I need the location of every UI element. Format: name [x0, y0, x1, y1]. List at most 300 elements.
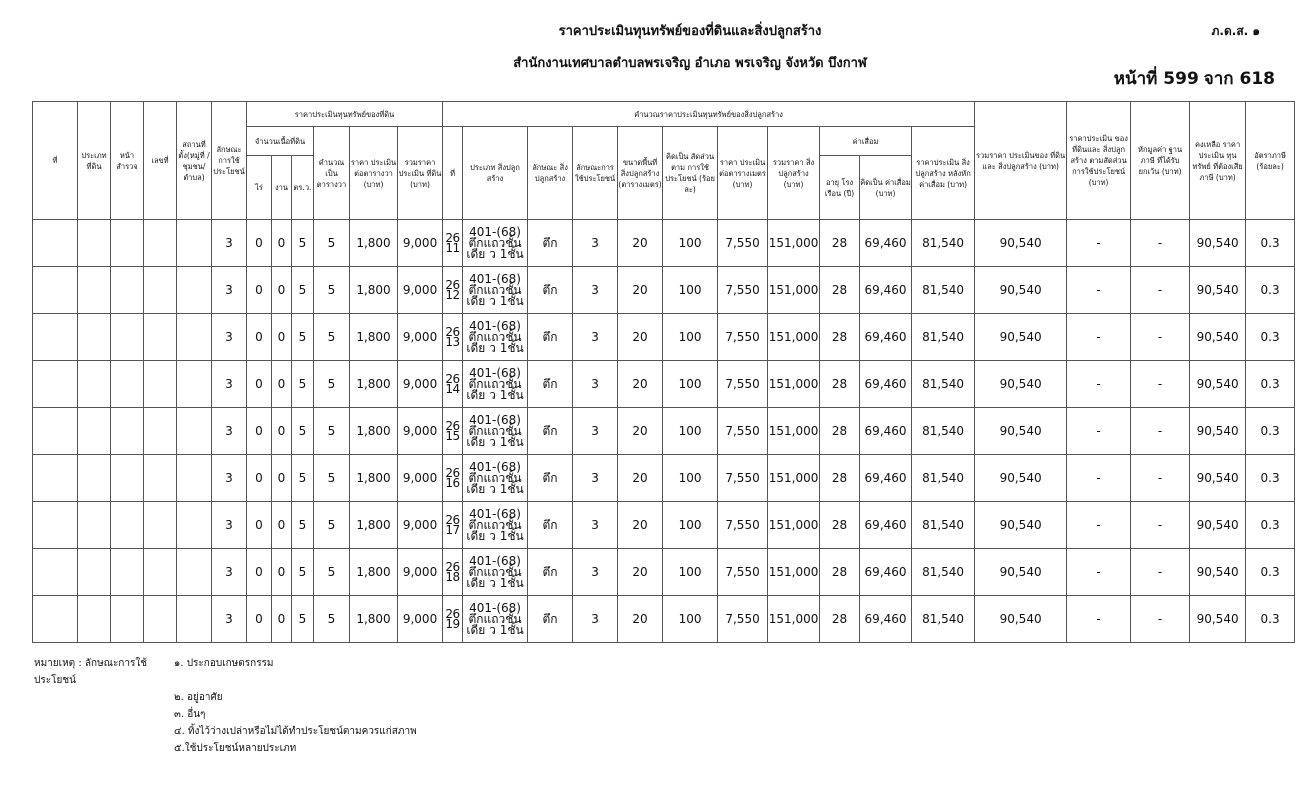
assessment-table	[32, 101, 1295, 643]
table-row	[33, 361, 1295, 408]
col-wa: ตร.ว.	[292, 156, 314, 220]
cell-remaining: 90,540	[1190, 596, 1246, 643]
cell-tax-rate: 0.3	[1246, 314, 1295, 361]
cell-b-ratio: 100	[663, 596, 718, 643]
cell-rai: 0	[247, 596, 272, 643]
cell-empty	[78, 220, 111, 267]
cell-total-all: 90,540	[975, 220, 1067, 267]
cell-dep-value: 69,460	[860, 220, 912, 267]
cell-price-per-wa: 1,800	[350, 408, 398, 455]
cell-total-all: 90,540	[975, 267, 1067, 314]
cell-empty	[144, 596, 177, 643]
cell-dep-value: 69,460	[860, 455, 912, 502]
cell-remaining: 90,540	[1190, 549, 1246, 596]
cell-age: 28	[820, 596, 860, 643]
cell-b-size: 20	[618, 596, 663, 643]
cell-empty	[144, 549, 177, 596]
cell-b-usage: 3	[573, 549, 618, 596]
cell-b-kind: ตึก	[528, 455, 573, 502]
cell-total-all: 90,540	[975, 596, 1067, 643]
page-total: จาก 618	[1203, 69, 1275, 89]
cell-empty	[144, 314, 177, 361]
cell-calc-wa: 5	[314, 502, 350, 549]
cell-remaining: 90,540	[1190, 502, 1246, 549]
cell-age: 28	[820, 314, 860, 361]
cell-calc-wa: 5	[314, 596, 350, 643]
cell-empty	[144, 408, 177, 455]
cell-b-no: 26 18	[443, 549, 463, 596]
cell-wa: 5	[292, 361, 314, 408]
cell-wa: 5	[292, 455, 314, 502]
cell-total-all: 90,540	[975, 314, 1067, 361]
cell-wa: 5	[292, 267, 314, 314]
table-row	[33, 455, 1295, 502]
cell-empty	[111, 596, 144, 643]
cell-ngan: 0	[272, 267, 292, 314]
cell-b-after-dep: 81,540	[912, 408, 975, 455]
cell-b-size: 20	[618, 549, 663, 596]
cell-b-total: 151,000	[768, 220, 820, 267]
col-dep-value: คิดเป็น ค่าเสื่อม (บาท)	[860, 156, 912, 220]
cell-b-price-sqm: 7,550	[718, 596, 768, 643]
col-total-land: รวมราคา ประเมิน ที่ดิน (บาท)	[398, 127, 443, 220]
cell-dep-value: 69,460	[860, 408, 912, 455]
cell-empty	[144, 220, 177, 267]
cell-empty	[33, 502, 78, 549]
cell-b-kind: ตึก	[528, 549, 573, 596]
cell-rai: 0	[247, 549, 272, 596]
col-number: เลขที่	[144, 102, 177, 220]
cell-ngan: 0	[272, 361, 292, 408]
cell-tax-rate: 0.3	[1246, 596, 1295, 643]
cell-b-total: 151,000	[768, 596, 820, 643]
page-number: หน้าที่ 599	[1113, 69, 1199, 89]
cell-b-size: 20	[618, 361, 663, 408]
cell-empty	[177, 408, 212, 455]
cell-b-total: 151,000	[768, 408, 820, 455]
cell-b-usage: 3	[573, 314, 618, 361]
cell-empty	[177, 361, 212, 408]
cell-b-ratio: 100	[663, 408, 718, 455]
col-b-after-dep: ราคาประเมิน สิ่งปลูกสร้าง หลังหัก ค่าเสื่อม (บาท)	[912, 127, 975, 220]
group-building: คำนวณราคาประเมินทุนทรัพย์ของสิ่งปลูกสร้าง	[443, 102, 975, 127]
cell-b-type: 401-(68) ตึกแถวชั้นเดีย ว 1ชั้น	[463, 314, 528, 361]
col-b-no: ที่	[443, 127, 463, 220]
cell-usage: 3	[212, 455, 247, 502]
cell-age: 28	[820, 502, 860, 549]
cell-empty	[177, 267, 212, 314]
cell-b-kind: ตึก	[528, 408, 573, 455]
cell-total-all: 90,540	[975, 502, 1067, 549]
cell-rai: 0	[247, 314, 272, 361]
cell-b-ratio: 100	[663, 361, 718, 408]
cell-empty	[177, 549, 212, 596]
cell-usage: 3	[212, 220, 247, 267]
cell-tax-rate: 0.3	[1246, 408, 1295, 455]
cell-calc-wa: 5	[314, 220, 350, 267]
cell-empty	[111, 549, 144, 596]
col-b-price-sqm: ราคา ประเมิน ต่อตารางเมตร (บาท)	[718, 127, 768, 220]
cell-total-all: 90,540	[975, 549, 1067, 596]
note-item: ๔. ทิ้งไว้ว่างเปล่าหรือไม่ได้ทำประโยชน์ตามควรแก่สภาพ	[174, 726, 417, 737]
cell-total-all: 90,540	[975, 408, 1067, 455]
cell-b-no: 26 14	[443, 361, 463, 408]
cell-empty	[78, 549, 111, 596]
cell-usage: 3	[212, 314, 247, 361]
col-age: อายุ โรงเรือน (ปี)	[820, 156, 860, 220]
cell-total-land: 9,000	[398, 502, 443, 549]
cell-tax-rate: 0.3	[1246, 220, 1295, 267]
cell-ratio-price: -	[1067, 408, 1131, 455]
cell-empty	[177, 220, 212, 267]
cell-b-usage: 3	[573, 220, 618, 267]
cell-b-no: 26 17	[443, 502, 463, 549]
note-item: ๑. ประกอบเกษตรกรรม	[174, 658, 274, 669]
cell-b-type: 401-(68) ตึกแถวชั้นเดีย ว 1ชั้น	[463, 549, 528, 596]
cell-b-kind: ตึก	[528, 361, 573, 408]
cell-empty	[33, 408, 78, 455]
cell-tax-rate: 0.3	[1246, 361, 1295, 408]
cell-b-type: 401-(68) ตึกแถวชั้นเดีย ว 1ชั้น	[463, 455, 528, 502]
cell-b-size: 20	[618, 455, 663, 502]
cell-b-ratio: 100	[663, 314, 718, 361]
cell-remaining: 90,540	[1190, 455, 1246, 502]
cell-empty	[78, 408, 111, 455]
cell-price-per-wa: 1,800	[350, 267, 398, 314]
cell-b-price-sqm: 7,550	[718, 408, 768, 455]
cell-b-ratio: 100	[663, 502, 718, 549]
cell-b-after-dep: 81,540	[912, 220, 975, 267]
cell-b-type: 401-(68) ตึกแถวชั้นเดีย ว 1ชั้น	[463, 267, 528, 314]
cell-empty	[144, 502, 177, 549]
cell-age: 28	[820, 408, 860, 455]
cell-remaining: 90,540	[1190, 314, 1246, 361]
cell-ratio-price: -	[1067, 455, 1131, 502]
cell-usage: 3	[212, 267, 247, 314]
cell-empty	[33, 314, 78, 361]
cell-usage: 3	[212, 408, 247, 455]
table-body	[33, 220, 1295, 643]
cell-price-per-wa: 1,800	[350, 596, 398, 643]
col-location: สถานที่ ตั้ง(หมู่ที่ /ชุมชน/ ตำบล)	[177, 102, 212, 220]
cell-ratio-price: -	[1067, 549, 1131, 596]
cell-empty	[177, 596, 212, 643]
cell-rai: 0	[247, 455, 272, 502]
cell-b-ratio: 100	[663, 220, 718, 267]
cell-b-no: 26 15	[443, 408, 463, 455]
cell-empty	[33, 455, 78, 502]
cell-b-size: 20	[618, 267, 663, 314]
col-survey-page: หน้า สำรวจ	[111, 102, 144, 220]
cell-tax-rate: 0.3	[1246, 502, 1295, 549]
cell-deduction: -	[1131, 220, 1190, 267]
cell-b-total: 151,000	[768, 549, 820, 596]
cell-total-land: 9,000	[398, 361, 443, 408]
cell-empty	[78, 502, 111, 549]
cell-b-after-dep: 81,540	[912, 596, 975, 643]
cell-b-after-dep: 81,540	[912, 314, 975, 361]
cell-b-type: 401-(68) ตึกแถวชั้นเดีย ว 1ชั้น	[463, 408, 528, 455]
cell-dep-value: 69,460	[860, 502, 912, 549]
cell-rai: 0	[247, 502, 272, 549]
cell-total-land: 9,000	[398, 455, 443, 502]
cell-empty	[111, 361, 144, 408]
cell-age: 28	[820, 361, 860, 408]
cell-empty	[144, 455, 177, 502]
cell-total-land: 9,000	[398, 314, 443, 361]
table-row	[33, 502, 1295, 549]
cell-b-after-dep: 81,540	[912, 455, 975, 502]
table-row	[33, 596, 1295, 643]
cell-dep-value: 69,460	[860, 596, 912, 643]
cell-b-after-dep: 81,540	[912, 267, 975, 314]
table-header	[33, 102, 1295, 220]
cell-b-total: 151,000	[768, 267, 820, 314]
cell-b-type: 401-(68) ตึกแถวชั้นเดีย ว 1ชั้น	[463, 596, 528, 643]
cell-b-size: 20	[618, 408, 663, 455]
cell-calc-wa: 5	[314, 408, 350, 455]
cell-b-kind: ตึก	[528, 314, 573, 361]
cell-empty	[111, 314, 144, 361]
cell-b-usage: 3	[573, 455, 618, 502]
cell-b-no: 26 13	[443, 314, 463, 361]
cell-b-kind: ตึก	[528, 220, 573, 267]
col-remaining: คงเหลือ ราคาประเมิน ทุนทรัพย์ ที่ต้องเสียภาษี (บาท)	[1190, 102, 1246, 220]
col-deduction: หักมูลค่า ฐานภาษี ที่ได้รับ ยกเว้น (บาท)	[1131, 102, 1190, 220]
col-ngan: งาน	[272, 156, 292, 220]
form-code: ภ.ด.ส. ๑	[1211, 24, 1260, 38]
cell-remaining: 90,540	[1190, 267, 1246, 314]
cell-b-type: 401-(68) ตึกแถวชั้นเดีย ว 1ชั้น	[463, 220, 528, 267]
cell-price-per-wa: 1,800	[350, 220, 398, 267]
table-row	[33, 314, 1295, 361]
group-land: ราคาประเมินทุนทรัพย์ของที่ดิน	[247, 102, 443, 127]
cell-empty	[111, 408, 144, 455]
cell-dep-value: 69,460	[860, 549, 912, 596]
cell-b-no: 26 12	[443, 267, 463, 314]
cell-wa: 5	[292, 502, 314, 549]
cell-b-price-sqm: 7,550	[718, 549, 768, 596]
cell-b-kind: ตึก	[528, 502, 573, 549]
cell-ratio-price: -	[1067, 361, 1131, 408]
cell-empty	[78, 596, 111, 643]
cell-empty	[33, 549, 78, 596]
cell-deduction: -	[1131, 314, 1190, 361]
cell-b-price-sqm: 7,550	[718, 220, 768, 267]
cell-tax-rate: 0.3	[1246, 549, 1295, 596]
cell-ratio-price: -	[1067, 596, 1131, 643]
cell-ngan: 0	[272, 455, 292, 502]
cell-b-price-sqm: 7,550	[718, 267, 768, 314]
notes-section	[34, 655, 417, 757]
cell-price-per-wa: 1,800	[350, 314, 398, 361]
cell-ngan: 0	[272, 596, 292, 643]
note-item: ๓. อื่นๆ	[174, 709, 206, 720]
cell-empty	[111, 267, 144, 314]
cell-empty	[78, 455, 111, 502]
cell-ngan: 0	[272, 549, 292, 596]
cell-deduction: -	[1131, 361, 1190, 408]
cell-b-no: 26 11	[443, 220, 463, 267]
col-b-total: รวมราคา สิ่งปลูกสร้าง (บาท)	[768, 127, 820, 220]
cell-usage: 3	[212, 502, 247, 549]
cell-age: 28	[820, 455, 860, 502]
cell-b-usage: 3	[573, 361, 618, 408]
cell-b-usage: 3	[573, 596, 618, 643]
cell-calc-wa: 5	[314, 549, 350, 596]
cell-empty	[33, 267, 78, 314]
cell-b-kind: ตึก	[528, 267, 573, 314]
cell-remaining: 90,540	[1190, 361, 1246, 408]
cell-empty	[177, 502, 212, 549]
cell-wa: 5	[292, 549, 314, 596]
table-row	[33, 549, 1295, 596]
cell-calc-wa: 5	[314, 361, 350, 408]
cell-b-total: 151,000	[768, 502, 820, 549]
cell-b-size: 20	[618, 502, 663, 549]
cell-b-kind: ตึก	[528, 596, 573, 643]
cell-empty	[144, 361, 177, 408]
cell-b-price-sqm: 7,550	[718, 455, 768, 502]
col-ratio-price: ราคาประเมิน ของที่ดินและ สิ่งปลูกสร้าง ตามสัดส่วน การใช้ประโยชน์ (บาท)	[1067, 102, 1131, 220]
cell-empty	[177, 314, 212, 361]
cell-rai: 0	[247, 220, 272, 267]
cell-b-total: 151,000	[768, 455, 820, 502]
cell-b-usage: 3	[573, 408, 618, 455]
cell-b-usage: 3	[573, 502, 618, 549]
cell-price-per-wa: 1,800	[350, 455, 398, 502]
cell-total-land: 9,000	[398, 267, 443, 314]
cell-empty	[111, 220, 144, 267]
table-row	[33, 220, 1295, 267]
cell-empty	[33, 361, 78, 408]
cell-rai: 0	[247, 267, 272, 314]
col-tax-rate: อัตราภาษี (ร้อยละ)	[1246, 102, 1295, 220]
cell-tax-rate: 0.3	[1246, 455, 1295, 502]
cell-total-land: 9,000	[398, 408, 443, 455]
cell-wa: 5	[292, 314, 314, 361]
cell-deduction: -	[1131, 455, 1190, 502]
col-b-ratio: คิดเป็น สัดส่วนตาม การใช้ ประโยชน์ (ร้อยละ)	[663, 127, 718, 220]
cell-total-all: 90,540	[975, 361, 1067, 408]
cell-age: 28	[820, 267, 860, 314]
cell-empty	[78, 361, 111, 408]
cell-total-land: 9,000	[398, 549, 443, 596]
document-title: ราคาประเมินทุนทรัพย์ของที่ดินและสิ่งปลูกสร้าง	[558, 24, 822, 39]
page-indicator	[1109, 65, 1275, 92]
note-item: ๒. อยู่อาศัย	[174, 692, 223, 703]
cell-remaining: 90,540	[1190, 220, 1246, 267]
cell-deduction: -	[1131, 267, 1190, 314]
cell-empty	[33, 596, 78, 643]
cell-b-size: 20	[618, 220, 663, 267]
cell-deduction: -	[1131, 408, 1190, 455]
col-calc-wa: คำนวณ เป็น ตารางวา	[314, 127, 350, 220]
cell-dep-value: 69,460	[860, 267, 912, 314]
cell-age: 28	[820, 549, 860, 596]
col-land-type: ประเภท ที่ดิน	[78, 102, 111, 220]
cell-ratio-price: -	[1067, 314, 1131, 361]
col-b-size: ขนาดพื้นที่ สิ่งปลูกสร้าง (ตารางเมตร)	[618, 127, 663, 220]
cell-calc-wa: 5	[314, 314, 350, 361]
note-item: ๕.ใช้ประโยชน์หลายประเภท	[174, 743, 297, 754]
cell-calc-wa: 5	[314, 267, 350, 314]
cell-usage: 3	[212, 549, 247, 596]
cell-ratio-price: -	[1067, 220, 1131, 267]
cell-b-price-sqm: 7,550	[718, 361, 768, 408]
col-b-type: ประเภท สิ่งปลูกสร้าง	[463, 127, 528, 220]
cell-price-per-wa: 1,800	[350, 549, 398, 596]
col-b-kind: ลักษณะ สิ่งปลูกสร้าง	[528, 127, 573, 220]
cell-total-land: 9,000	[398, 220, 443, 267]
cell-empty	[111, 502, 144, 549]
cell-b-type: 401-(68) ตึกแถวชั้นเดีย ว 1ชั้น	[463, 502, 528, 549]
cell-b-after-dep: 81,540	[912, 361, 975, 408]
group-depreciation: ค่าเสื่อม	[820, 127, 912, 156]
cell-b-ratio: 100	[663, 267, 718, 314]
cell-b-ratio: 100	[663, 455, 718, 502]
col-total-all: รวมราคา ประเมินของ ที่ดินและ สิ่งปลูกสร้าง (บาท)	[975, 102, 1067, 220]
cell-b-after-dep: 81,540	[912, 549, 975, 596]
cell-deduction: -	[1131, 502, 1190, 549]
cell-usage: 3	[212, 361, 247, 408]
col-rai: ไร่	[247, 156, 272, 220]
cell-b-total: 151,000	[768, 361, 820, 408]
cell-price-per-wa: 1,800	[350, 361, 398, 408]
cell-total-land: 9,000	[398, 596, 443, 643]
cell-empty	[33, 220, 78, 267]
cell-empty	[111, 455, 144, 502]
cell-calc-wa: 5	[314, 455, 350, 502]
cell-b-no: 26 16	[443, 455, 463, 502]
cell-deduction: -	[1131, 549, 1190, 596]
cell-wa: 5	[292, 220, 314, 267]
notes-label: หมายเหตุ : ลักษณะการใช้ประโยชน์	[34, 658, 148, 686]
cell-ngan: 0	[272, 502, 292, 549]
cell-ngan: 0	[272, 314, 292, 361]
cell-empty	[78, 267, 111, 314]
cell-b-no: 26 19	[443, 596, 463, 643]
cell-dep-value: 69,460	[860, 361, 912, 408]
table-row	[33, 267, 1295, 314]
cell-ngan: 0	[272, 408, 292, 455]
cell-b-usage: 3	[573, 267, 618, 314]
cell-b-type: 401-(68) ตึกแถวชั้นเดีย ว 1ชั้น	[463, 361, 528, 408]
cell-wa: 5	[292, 596, 314, 643]
cell-remaining: 90,540	[1190, 408, 1246, 455]
cell-b-price-sqm: 7,550	[718, 502, 768, 549]
cell-wa: 5	[292, 408, 314, 455]
cell-total-all: 90,540	[975, 455, 1067, 502]
cell-dep-value: 69,460	[860, 314, 912, 361]
cell-empty	[78, 314, 111, 361]
cell-ratio-price: -	[1067, 267, 1131, 314]
col-price-per-wa: ราคา ประเมิน ต่อตารางวา (บาท)	[350, 127, 398, 220]
cell-empty	[177, 455, 212, 502]
cell-rai: 0	[247, 408, 272, 455]
cell-b-price-sqm: 7,550	[718, 314, 768, 361]
table-row	[33, 408, 1295, 455]
col-no: ที่	[33, 102, 78, 220]
cell-b-after-dep: 81,540	[912, 502, 975, 549]
cell-empty	[144, 267, 177, 314]
cell-usage: 3	[212, 596, 247, 643]
cell-price-per-wa: 1,800	[350, 502, 398, 549]
document-subtitle: สำนักงานเทศบาลตำบลพรเจริญ อำเภอ พรเจริญ จังหวัด บึงกาฬ	[513, 56, 867, 71]
cell-b-size: 20	[618, 314, 663, 361]
group-area: จำนวนเนื้อที่ดิน	[247, 127, 314, 156]
cell-tax-rate: 0.3	[1246, 267, 1295, 314]
